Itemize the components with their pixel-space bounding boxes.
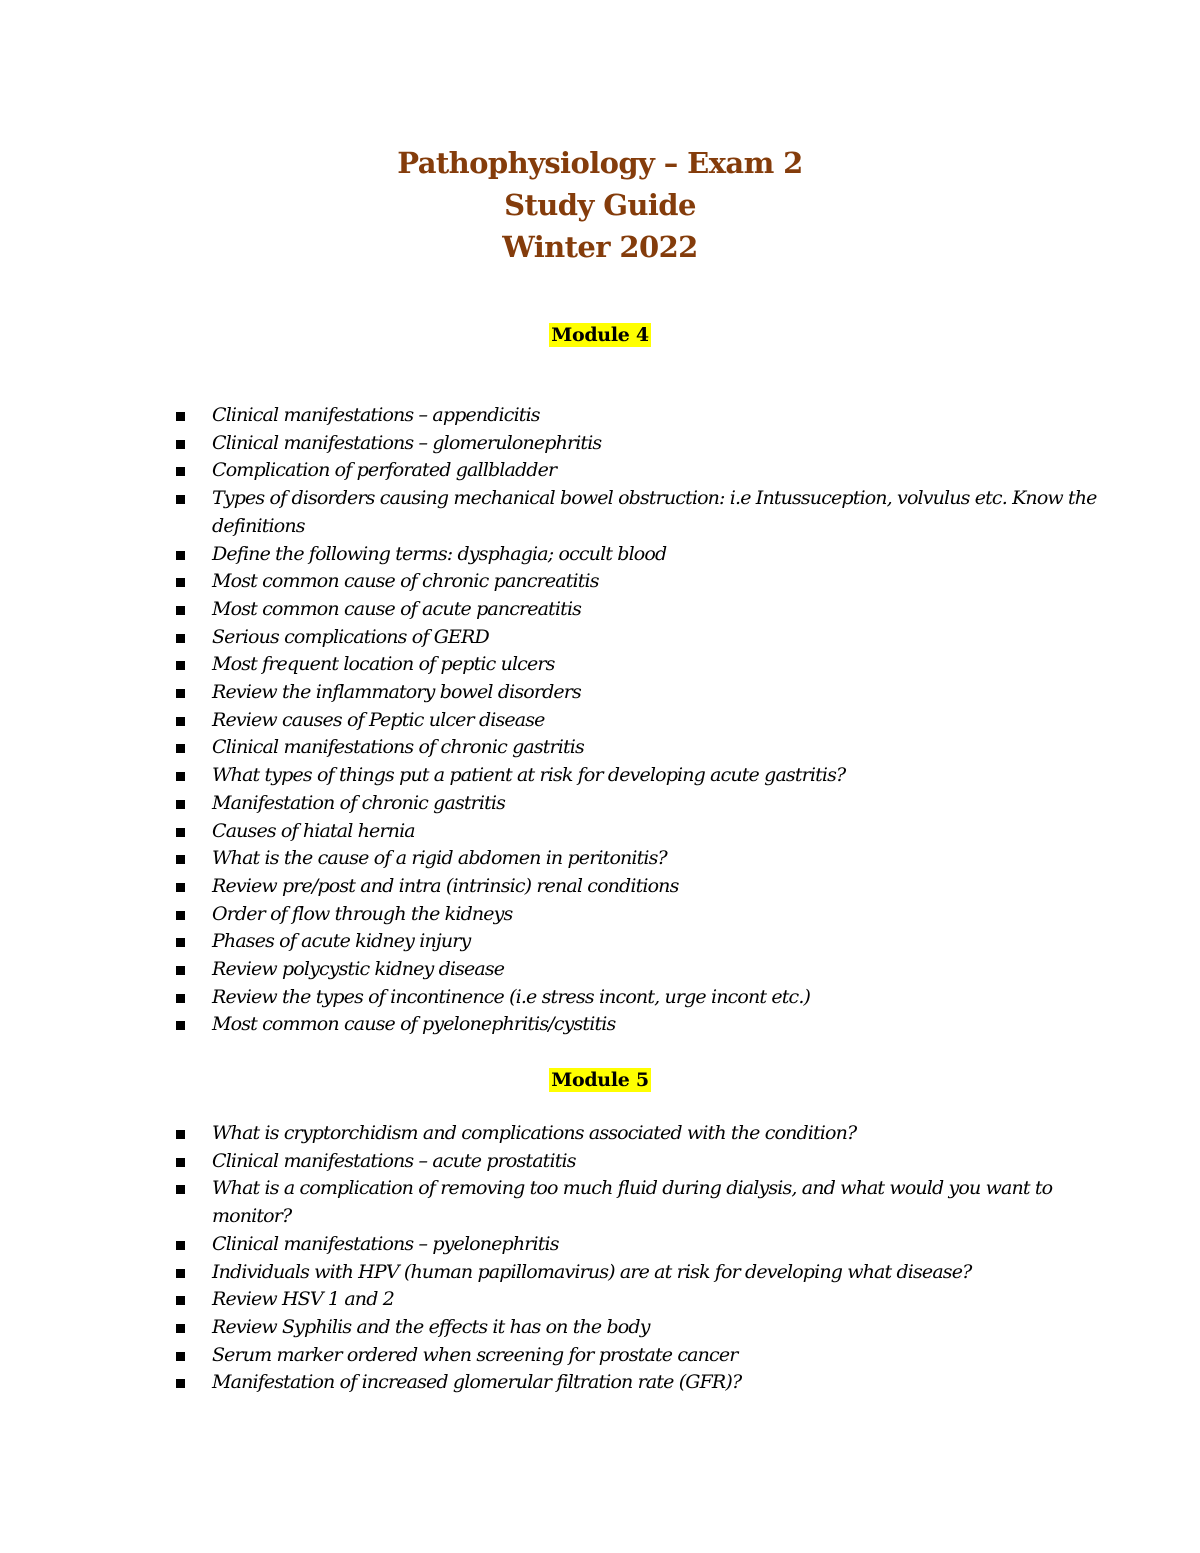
square-bullet-icon	[176, 1269, 185, 1278]
list-item-text: Most frequent location of peptic ulcers	[212, 653, 555, 676]
list-item-text: Serum marker ordered when screening for prostate cancer	[212, 1343, 738, 1366]
list-item-text: Individuals with HPV (human papillomavirus) are at risk for developing what disease?	[212, 1260, 972, 1283]
square-bullet-icon	[176, 440, 185, 449]
list-item	[0, 541, 1200, 569]
list-item	[0, 956, 1200, 984]
square-bullet-icon	[176, 412, 185, 421]
list-item	[0, 1342, 1200, 1370]
list-item-text: Review causes of Peptic ulcer disease	[212, 708, 545, 731]
list-item	[0, 651, 1200, 679]
list-item	[0, 485, 1200, 540]
square-bullet-icon	[176, 772, 185, 781]
list-item	[0, 1369, 1200, 1397]
list-item	[0, 1259, 1200, 1287]
list-item-text: Clinical manifestations of chronic gastritis	[212, 736, 584, 759]
list-item-text: Review the inflammatory bowel disorders	[212, 681, 581, 704]
square-bullet-icon	[176, 828, 185, 837]
list-item	[0, 1175, 1200, 1230]
module-4-heading-text: Module 4	[551, 324, 649, 346]
list-item	[0, 568, 1200, 596]
module-5-heading-text: Module 5	[551, 1069, 649, 1091]
module-4-list	[0, 402, 1200, 1039]
square-bullet-icon	[176, 1379, 185, 1388]
list-item-text: Clinical manifestations – pyelonephritis	[212, 1232, 559, 1255]
list-item-text: Clinical manifestations – appendicitis	[212, 404, 540, 426]
module-5-heading	[0, 1067, 1200, 1093]
list-item-text: Clinical manifestations – acute prostatitis	[212, 1149, 576, 1172]
list-item-text: Most common cause of pyelonephritis/cystitis	[212, 1013, 616, 1036]
square-bullet-icon	[176, 966, 185, 975]
square-bullet-icon	[176, 994, 185, 1003]
square-bullet-icon	[176, 551, 185, 560]
list-item-text: Manifestation of chronic gastritis	[212, 791, 506, 814]
list-item-text: Complication of perforated gallbladder	[212, 459, 557, 482]
list-item	[0, 679, 1200, 707]
list-item	[0, 402, 1200, 430]
square-bullet-icon	[176, 911, 185, 920]
list-item	[0, 928, 1200, 956]
list-item-text: Serious complications of GERD	[212, 625, 489, 648]
list-item-text: Review pre/post and intra (intrinsic) renal conditions	[212, 874, 679, 897]
square-bullet-icon	[176, 938, 185, 947]
list-item-text: Most common cause of acute pancreatitis	[212, 597, 582, 620]
list-item-text: Types of disorders causing mechanical bowel obstruction: i.e Intussuception, volvulus etc. Know the definitions	[212, 487, 1097, 537]
list-item	[0, 1011, 1200, 1039]
square-bullet-icon	[176, 1241, 185, 1250]
square-bullet-icon	[176, 661, 185, 670]
list-item	[0, 818, 1200, 846]
list-item	[0, 984, 1200, 1012]
list-item-text: Review Syphilis and the effects it has on the body	[212, 1315, 650, 1338]
document-title	[0, 142, 1200, 268]
list-item-text: What is a complication of removing too much fluid during dialysis, and what would you want to monitor?	[212, 1177, 1053, 1228]
list-item	[0, 762, 1200, 790]
square-bullet-icon	[176, 1158, 185, 1167]
list-item	[0, 734, 1200, 762]
square-bullet-icon	[176, 855, 185, 864]
list-item	[0, 1231, 1200, 1259]
title-line-1: Pathophysiology – Exam 2	[397, 146, 803, 180]
square-bullet-icon	[176, 606, 185, 615]
square-bullet-icon	[176, 800, 185, 809]
list-item	[0, 596, 1200, 624]
square-bullet-icon	[176, 1185, 185, 1194]
list-item	[0, 790, 1200, 818]
module-5-list	[0, 1120, 1200, 1397]
square-bullet-icon	[176, 634, 185, 643]
list-item-text: Most common cause of chronic pancreatitis	[212, 570, 599, 593]
title-line-3: Winter 2022	[502, 230, 698, 264]
square-bullet-icon	[176, 689, 185, 698]
square-bullet-icon	[176, 1296, 185, 1305]
square-bullet-icon	[176, 717, 185, 726]
list-item	[0, 1286, 1200, 1314]
list-item-text: Order of flow through the kidneys	[212, 902, 513, 925]
list-item-text: What types of things put a patient at risk for developing acute gastritis?	[212, 764, 846, 787]
list-item	[0, 457, 1200, 485]
list-item-text: What is the cause of a rigid abdomen in peritonitis?	[212, 847, 667, 870]
list-item	[0, 901, 1200, 929]
square-bullet-icon	[176, 883, 185, 892]
square-bullet-icon	[176, 1352, 185, 1361]
list-item	[0, 430, 1200, 458]
list-item-text: Define the following terms: dysphagia; occult blood	[212, 542, 667, 565]
list-item-text: Clinical manifestations – glomerulonephritis	[212, 431, 602, 454]
list-item-text: Review the types of incontinence (i.e stress incont, urge incont etc.)	[212, 985, 811, 1008]
square-bullet-icon	[176, 1130, 185, 1139]
module-4-heading	[0, 322, 1200, 348]
square-bullet-icon	[176, 1021, 185, 1030]
list-item-text: Phases of acute kidney injury	[212, 930, 471, 953]
list-item-text: What is cryptorchidism and complications associated with the condition?	[212, 1122, 857, 1144]
list-item	[0, 1314, 1200, 1342]
square-bullet-icon	[176, 744, 185, 753]
list-item	[0, 1120, 1200, 1148]
square-bullet-icon	[176, 1324, 185, 1333]
list-item-text: Causes of hiatal hernia	[212, 819, 415, 842]
list-item	[0, 624, 1200, 652]
list-item-text: Manifestation of increased glomerular filtration rate (GFR)?	[212, 1371, 742, 1394]
list-item	[0, 1148, 1200, 1176]
square-bullet-icon	[176, 467, 185, 476]
list-item-text: Review polycystic kidney disease	[212, 958, 505, 981]
list-item	[0, 873, 1200, 901]
list-item	[0, 707, 1200, 735]
title-line-2: Study Guide	[504, 188, 696, 222]
list-item-text: Review HSV 1 and 2	[212, 1288, 394, 1311]
list-item	[0, 845, 1200, 873]
square-bullet-icon	[176, 495, 185, 504]
square-bullet-icon	[176, 578, 185, 587]
